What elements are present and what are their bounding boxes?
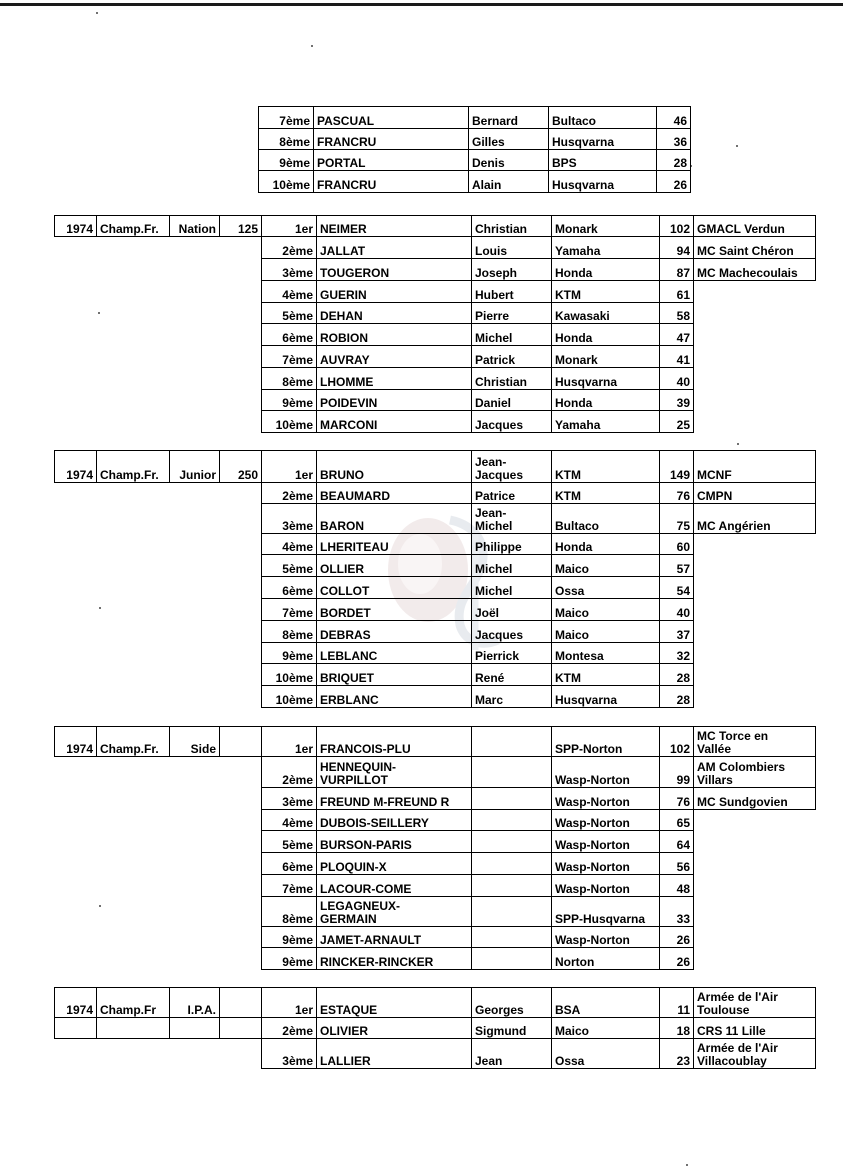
motorcycle-make-cell: Honda [552, 534, 660, 555]
position-cell: 5ème [262, 303, 317, 324]
rider-firstname-cell: René [472, 664, 552, 686]
rider-firstname-cell [472, 927, 552, 948]
points-cell: 58 [660, 303, 694, 324]
motorcycle-make-cell: Monark [552, 346, 660, 368]
position-cell: 8ème [262, 621, 317, 643]
category-cell: I.P.A. [170, 988, 220, 1018]
rider-name-cell: JALLAT [317, 237, 472, 259]
club-cell: AM Colombiers Villars [694, 757, 816, 788]
position-cell: 9ème [262, 643, 317, 664]
club-cell: CMPN [694, 483, 816, 504]
motorcycle-make-cell: Maico [552, 599, 660, 621]
year-cell: 1974 [55, 216, 97, 237]
motorcycle-make-cell: Monark [552, 216, 660, 237]
rider-name-cell: JAMET-ARNAULT [317, 927, 472, 948]
motorcycle-make-cell: Yamaha [552, 411, 660, 433]
points-cell: 65 [660, 810, 694, 831]
rider-name-cell: FRANCRU [314, 129, 469, 150]
motorcycle-make-cell: Maico [552, 621, 660, 643]
rider-firstname-cell: Denis [469, 150, 549, 171]
rider-name-cell: PLOQUIN-X [317, 853, 472, 875]
motorcycle-make-cell: Wasp-Norton [552, 853, 660, 875]
rider-name-cell: BRIQUET [317, 664, 472, 686]
club-cell: CRS 11 Lille [694, 1018, 816, 1039]
position-cell: 2ème [262, 237, 317, 259]
points-cell: 57 [660, 555, 694, 577]
position-cell: 1er [262, 216, 317, 237]
points-cell: 47 [660, 324, 694, 346]
table-row [55, 875, 816, 897]
championship-cell: Champ.Fr. [97, 451, 170, 483]
rider-name-cell: TOUGERON [317, 259, 472, 281]
rider-name-cell: GUERIN [317, 281, 472, 303]
scan-speck [96, 12, 98, 14]
points-cell: 36 [657, 129, 691, 150]
class-cell [220, 988, 262, 1018]
points-cell: 56 [660, 853, 694, 875]
points-cell: 99 [660, 757, 694, 788]
position-cell: 1er [262, 727, 317, 757]
club-cell [694, 686, 816, 708]
club-cell: MC Torce en Vallée [694, 727, 816, 757]
rider-name-cell: ROBION [317, 324, 472, 346]
points-cell: 149 [660, 451, 694, 483]
table-row [55, 621, 816, 643]
class-cell: 125 [220, 216, 262, 237]
motorcycle-make-cell: Norton [552, 948, 660, 970]
class-cell: 250 [220, 451, 262, 483]
points-cell: 102 [660, 727, 694, 757]
empty-cell [170, 1018, 220, 1039]
rider-name-cell: COLLOT [317, 577, 472, 599]
points-cell: 25 [660, 411, 694, 433]
club-cell [694, 664, 816, 686]
club-cell: Armée de l'Air Toulouse [694, 988, 816, 1018]
position-cell: 4ème [262, 810, 317, 831]
rider-firstname-cell: Michel [472, 324, 552, 346]
club-cell [694, 368, 816, 390]
rider-name-cell: FRANCOIS-PLU [317, 727, 472, 757]
rider-name-cell: FREUND M-FREUND R [317, 788, 472, 810]
motorcycle-make-cell: Maico [552, 555, 660, 577]
motorcycle-make-cell: Wasp-Norton [552, 927, 660, 948]
results-table-junior-250 [54, 450, 816, 708]
rider-firstname-cell: Jacques [472, 621, 552, 643]
motorcycle-make-cell: KTM [552, 451, 660, 483]
rider-firstname-cell [472, 810, 552, 831]
motorcycle-make-cell: KTM [552, 664, 660, 686]
position-cell: 2ème [262, 1018, 317, 1039]
points-cell: 33 [660, 897, 694, 927]
rider-name-cell: BORDET [317, 599, 472, 621]
club-cell [694, 303, 816, 324]
table-row [55, 303, 816, 324]
position-cell: 3ème [262, 1039, 317, 1069]
rider-name-cell: FRANCRU [314, 171, 469, 193]
scan-top-edge [0, 3, 843, 6]
empty-cell [97, 1018, 170, 1039]
rider-firstname-cell [472, 875, 552, 897]
rider-firstname-cell: Jean- Michel [472, 504, 552, 534]
rider-firstname-cell [472, 831, 552, 853]
motorcycle-make-cell: Honda [552, 259, 660, 281]
club-cell [694, 555, 816, 577]
table-row [55, 788, 816, 810]
table-row [55, 237, 816, 259]
rider-firstname-cell: Georges [472, 988, 552, 1018]
position-cell: 10ème [262, 411, 317, 433]
position-cell: 9ème [262, 927, 317, 948]
rider-firstname-cell: Pierre [472, 303, 552, 324]
motorcycle-make-cell: Montesa [552, 643, 660, 664]
position-cell: 8ème [259, 129, 314, 150]
club-cell [694, 346, 816, 368]
table-row [55, 368, 816, 390]
points-cell: 48 [660, 875, 694, 897]
scan-speck [736, 145, 738, 147]
rider-name-cell: BURSON-PARIS [317, 831, 472, 853]
table-row [55, 599, 816, 621]
rider-name-cell: MARCONI [317, 411, 472, 433]
motorcycle-make-cell: SPP-Husqvarna [552, 897, 660, 927]
motorcycle-make-cell: Wasp-Norton [552, 875, 660, 897]
results-table-ipa [54, 987, 816, 1069]
position-cell: 2ème [262, 483, 317, 504]
points-cell: 76 [660, 483, 694, 504]
empty-cell [55, 1018, 97, 1039]
motorcycle-make-cell: Yamaha [552, 237, 660, 259]
rider-firstname-cell: Jean [472, 1039, 552, 1069]
rider-name-cell: POIDEVIN [317, 390, 472, 411]
motorcycle-make-cell: KTM [552, 281, 660, 303]
club-cell: MC Angérien [694, 504, 816, 534]
rider-firstname-cell: Bernard [469, 107, 549, 129]
points-cell: 23 [660, 1039, 694, 1069]
rider-firstname-cell: Patrick [472, 346, 552, 368]
table-row [55, 451, 816, 483]
position-cell: 4ème [262, 534, 317, 555]
motorcycle-make-cell: Husqvarna [552, 368, 660, 390]
position-cell: 5ème [262, 555, 317, 577]
rider-name-cell: RINCKER-RINCKER [317, 948, 472, 970]
club-cell [694, 577, 816, 599]
table-row [55, 534, 816, 555]
table-row [55, 927, 816, 948]
rider-firstname-cell: Philippe [472, 534, 552, 555]
points-cell: 87 [660, 259, 694, 281]
rider-name-cell: ESTAQUE [317, 988, 472, 1018]
motorcycle-make-cell: Kawasaki [552, 303, 660, 324]
rider-name-cell: BRUNO [317, 451, 472, 483]
table-row [55, 555, 816, 577]
position-cell: 10ème [262, 686, 317, 708]
championship-cell: Champ.Fr. [97, 727, 170, 757]
club-cell: MC Sundgovien [694, 788, 816, 810]
scan-speck [737, 443, 739, 445]
rider-firstname-cell: Hubert [472, 281, 552, 303]
rider-firstname-cell: Christian [472, 216, 552, 237]
motorcycle-make-cell: Maico [552, 1018, 660, 1039]
rider-name-cell: LHOMME [317, 368, 472, 390]
club-cell [694, 643, 816, 664]
motorcycle-make-cell: Ossa [552, 1039, 660, 1069]
points-cell: 11 [660, 988, 694, 1018]
club-cell [694, 875, 816, 897]
motorcycle-make-cell: Wasp-Norton [552, 788, 660, 810]
position-cell: 3ème [262, 788, 317, 810]
position-cell: 7ème [262, 875, 317, 897]
motorcycle-make-cell: Ossa [552, 577, 660, 599]
motorcycle-make-cell: KTM [552, 483, 660, 504]
position-cell: 10ème [259, 171, 314, 193]
motorcycle-make-cell: Honda [552, 324, 660, 346]
position-cell: 9ème [259, 150, 314, 171]
points-cell: 75 [660, 504, 694, 534]
points-cell: 26 [660, 927, 694, 948]
rider-firstname-cell: Alain [469, 171, 549, 193]
results-table-side [54, 726, 816, 970]
motorcycle-make-cell: BSA [552, 988, 660, 1018]
table-row [55, 810, 816, 831]
table-row [55, 1018, 816, 1039]
rider-firstname-cell: Marc [472, 686, 552, 708]
points-cell: 26 [660, 948, 694, 970]
position-cell: 8ème [262, 368, 317, 390]
table-row [259, 107, 691, 129]
club-cell [694, 621, 816, 643]
position-cell: 7ème [262, 346, 317, 368]
position-cell: 6ème [262, 577, 317, 599]
motorcycle-make-cell: Wasp-Norton [552, 831, 660, 853]
table-row [55, 757, 816, 788]
motorcycle-make-cell: Wasp-Norton [552, 757, 660, 788]
table-row [55, 727, 816, 757]
category-cell: Side [170, 727, 220, 757]
position-cell: 5ème [262, 831, 317, 853]
year-cell: 1974 [55, 988, 97, 1018]
position-cell: 9ème [262, 948, 317, 970]
points-cell: 102 [660, 216, 694, 237]
points-cell: 26 [657, 171, 691, 193]
club-cell [694, 810, 816, 831]
position-cell: 10ème [262, 664, 317, 686]
table-row [259, 171, 691, 193]
rider-firstname-cell: Christian [472, 368, 552, 390]
points-cell: 60 [660, 534, 694, 555]
rider-firstname-cell: Michel [472, 577, 552, 599]
results-table-continuation [258, 106, 691, 193]
position-cell: 7ème [262, 599, 317, 621]
rider-firstname-cell: Louis [472, 237, 552, 259]
club-cell [694, 853, 816, 875]
table-row [55, 216, 816, 237]
table-row [259, 129, 691, 150]
rider-name-cell: DUBOIS-SEILLERY [317, 810, 472, 831]
position-cell: 1er [262, 451, 317, 483]
rider-name-cell: HENNEQUIN- VURPILLOT [317, 757, 472, 788]
position-cell: 4ème [262, 281, 317, 303]
motorcycle-make-cell: SPP-Norton [552, 727, 660, 757]
class-cell [220, 727, 262, 757]
table-row [259, 150, 691, 171]
table-row [55, 390, 816, 411]
club-cell: GMACL Verdun [694, 216, 816, 237]
rider-firstname-cell: Joseph [472, 259, 552, 281]
table-row [55, 897, 816, 927]
category-cell: Junior [170, 451, 220, 483]
rider-name-cell: BARON [317, 504, 472, 534]
points-cell: 39 [660, 390, 694, 411]
club-cell [694, 324, 816, 346]
rider-firstname-cell: Michel [472, 555, 552, 577]
rider-firstname-cell [472, 727, 552, 757]
table-row [55, 686, 816, 708]
motorcycle-make-cell: Husqvarna [552, 686, 660, 708]
table-row [55, 643, 816, 664]
club-cell [694, 927, 816, 948]
rider-name-cell: AUVRAY [317, 346, 472, 368]
club-cell [694, 831, 816, 853]
points-cell: 41 [660, 346, 694, 368]
empty-cell [220, 1018, 262, 1039]
table-row [55, 988, 816, 1018]
position-cell: 6ème [262, 324, 317, 346]
rider-name-cell: NEIMER [317, 216, 472, 237]
points-cell: 28 [657, 150, 691, 171]
club-cell [694, 281, 816, 303]
table-row [55, 831, 816, 853]
table-row [55, 1039, 816, 1069]
rider-firstname-cell [472, 897, 552, 927]
year-cell: 1974 [55, 451, 97, 483]
motorcycle-make-cell: Wasp-Norton [552, 810, 660, 831]
points-cell: 61 [660, 281, 694, 303]
position-cell: 6ème [262, 853, 317, 875]
rider-firstname-cell: Joël [472, 599, 552, 621]
rider-name-cell: LHERITEAU [317, 534, 472, 555]
motorcycle-make-cell: Bultaco [552, 504, 660, 534]
rider-firstname-cell: Sigmund [472, 1018, 552, 1039]
points-cell: 64 [660, 831, 694, 853]
scan-speck [311, 45, 313, 47]
rider-name-cell: OLLIER [317, 555, 472, 577]
points-cell: 54 [660, 577, 694, 599]
year-cell: 1974 [55, 727, 97, 757]
rider-name-cell: PORTAL [314, 150, 469, 171]
rider-firstname-cell [472, 788, 552, 810]
category-cell: Nation [170, 216, 220, 237]
position-cell: 9ème [262, 390, 317, 411]
rider-firstname-cell: Jacques [472, 411, 552, 433]
rider-name-cell: PASCUAL [314, 107, 469, 129]
motorcycle-make-cell: BPS [549, 150, 657, 171]
rider-name-cell: DEBRAS [317, 621, 472, 643]
rider-name-cell: DEHAN [317, 303, 472, 324]
points-cell: 37 [660, 621, 694, 643]
table-row [55, 483, 816, 504]
club-cell: Armée de l'Air Villacoublay [694, 1039, 816, 1069]
table-row [55, 853, 816, 875]
position-cell: 3ème [262, 504, 317, 534]
rider-name-cell: LEBLANC [317, 643, 472, 664]
position-cell: 7ème [259, 107, 314, 129]
table-row [55, 411, 816, 433]
table-row [55, 577, 816, 599]
points-cell: 18 [660, 1018, 694, 1039]
club-cell: MC Saint Chéron [694, 237, 816, 259]
table-row [55, 324, 816, 346]
club-cell [694, 390, 816, 411]
table-row [55, 948, 816, 970]
table-row [55, 259, 816, 281]
table-row [55, 664, 816, 686]
rider-firstname-cell: Daniel [472, 390, 552, 411]
position-cell: 3ème [262, 259, 317, 281]
points-cell: 28 [660, 686, 694, 708]
club-cell: MC Machecoulais [694, 259, 816, 281]
points-cell: 46 [657, 107, 691, 129]
rider-name-cell: OLIVIER [317, 1018, 472, 1039]
rider-firstname-cell: Pierrick [472, 643, 552, 664]
table-row [55, 281, 816, 303]
club-cell: MCNF [694, 451, 816, 483]
table-row [55, 504, 816, 534]
rider-name-cell: BEAUMARD [317, 483, 472, 504]
championship-cell: Champ.Fr [97, 988, 170, 1018]
scan-speck [686, 1164, 688, 1166]
rider-name-cell: ERBLANC [317, 686, 472, 708]
points-cell: 28 [660, 664, 694, 686]
rider-firstname-cell [472, 853, 552, 875]
position-cell: 8ème [262, 897, 317, 927]
rider-name-cell: LACOUR-COME [317, 875, 472, 897]
points-cell: 32 [660, 643, 694, 664]
rider-firstname-cell: Gilles [469, 129, 549, 150]
points-cell: 40 [660, 368, 694, 390]
rider-firstname-cell: Patrice [472, 483, 552, 504]
motorcycle-make-cell: Husqvarna [549, 129, 657, 150]
club-cell [694, 897, 816, 927]
points-cell: 40 [660, 599, 694, 621]
position-cell: 1er [262, 988, 317, 1018]
club-cell [694, 599, 816, 621]
motorcycle-make-cell: Husqvarna [549, 171, 657, 193]
points-cell: 76 [660, 788, 694, 810]
rider-name-cell: LEGAGNEUX- GERMAIN [317, 897, 472, 927]
club-cell [694, 534, 816, 555]
rider-firstname-cell [472, 757, 552, 788]
points-cell: 94 [660, 237, 694, 259]
rider-firstname-cell [472, 948, 552, 970]
club-cell [694, 948, 816, 970]
rider-firstname-cell: Jean- Jacques [472, 451, 552, 483]
motorcycle-make-cell: Bultaco [549, 107, 657, 129]
motorcycle-make-cell: Honda [552, 390, 660, 411]
club-cell [694, 411, 816, 433]
table-row [55, 346, 816, 368]
rider-name-cell: LALLIER [317, 1039, 472, 1069]
position-cell: 2ème [262, 757, 317, 788]
championship-cell: Champ.Fr. [97, 216, 170, 237]
results-table-nation-125 [54, 215, 816, 433]
